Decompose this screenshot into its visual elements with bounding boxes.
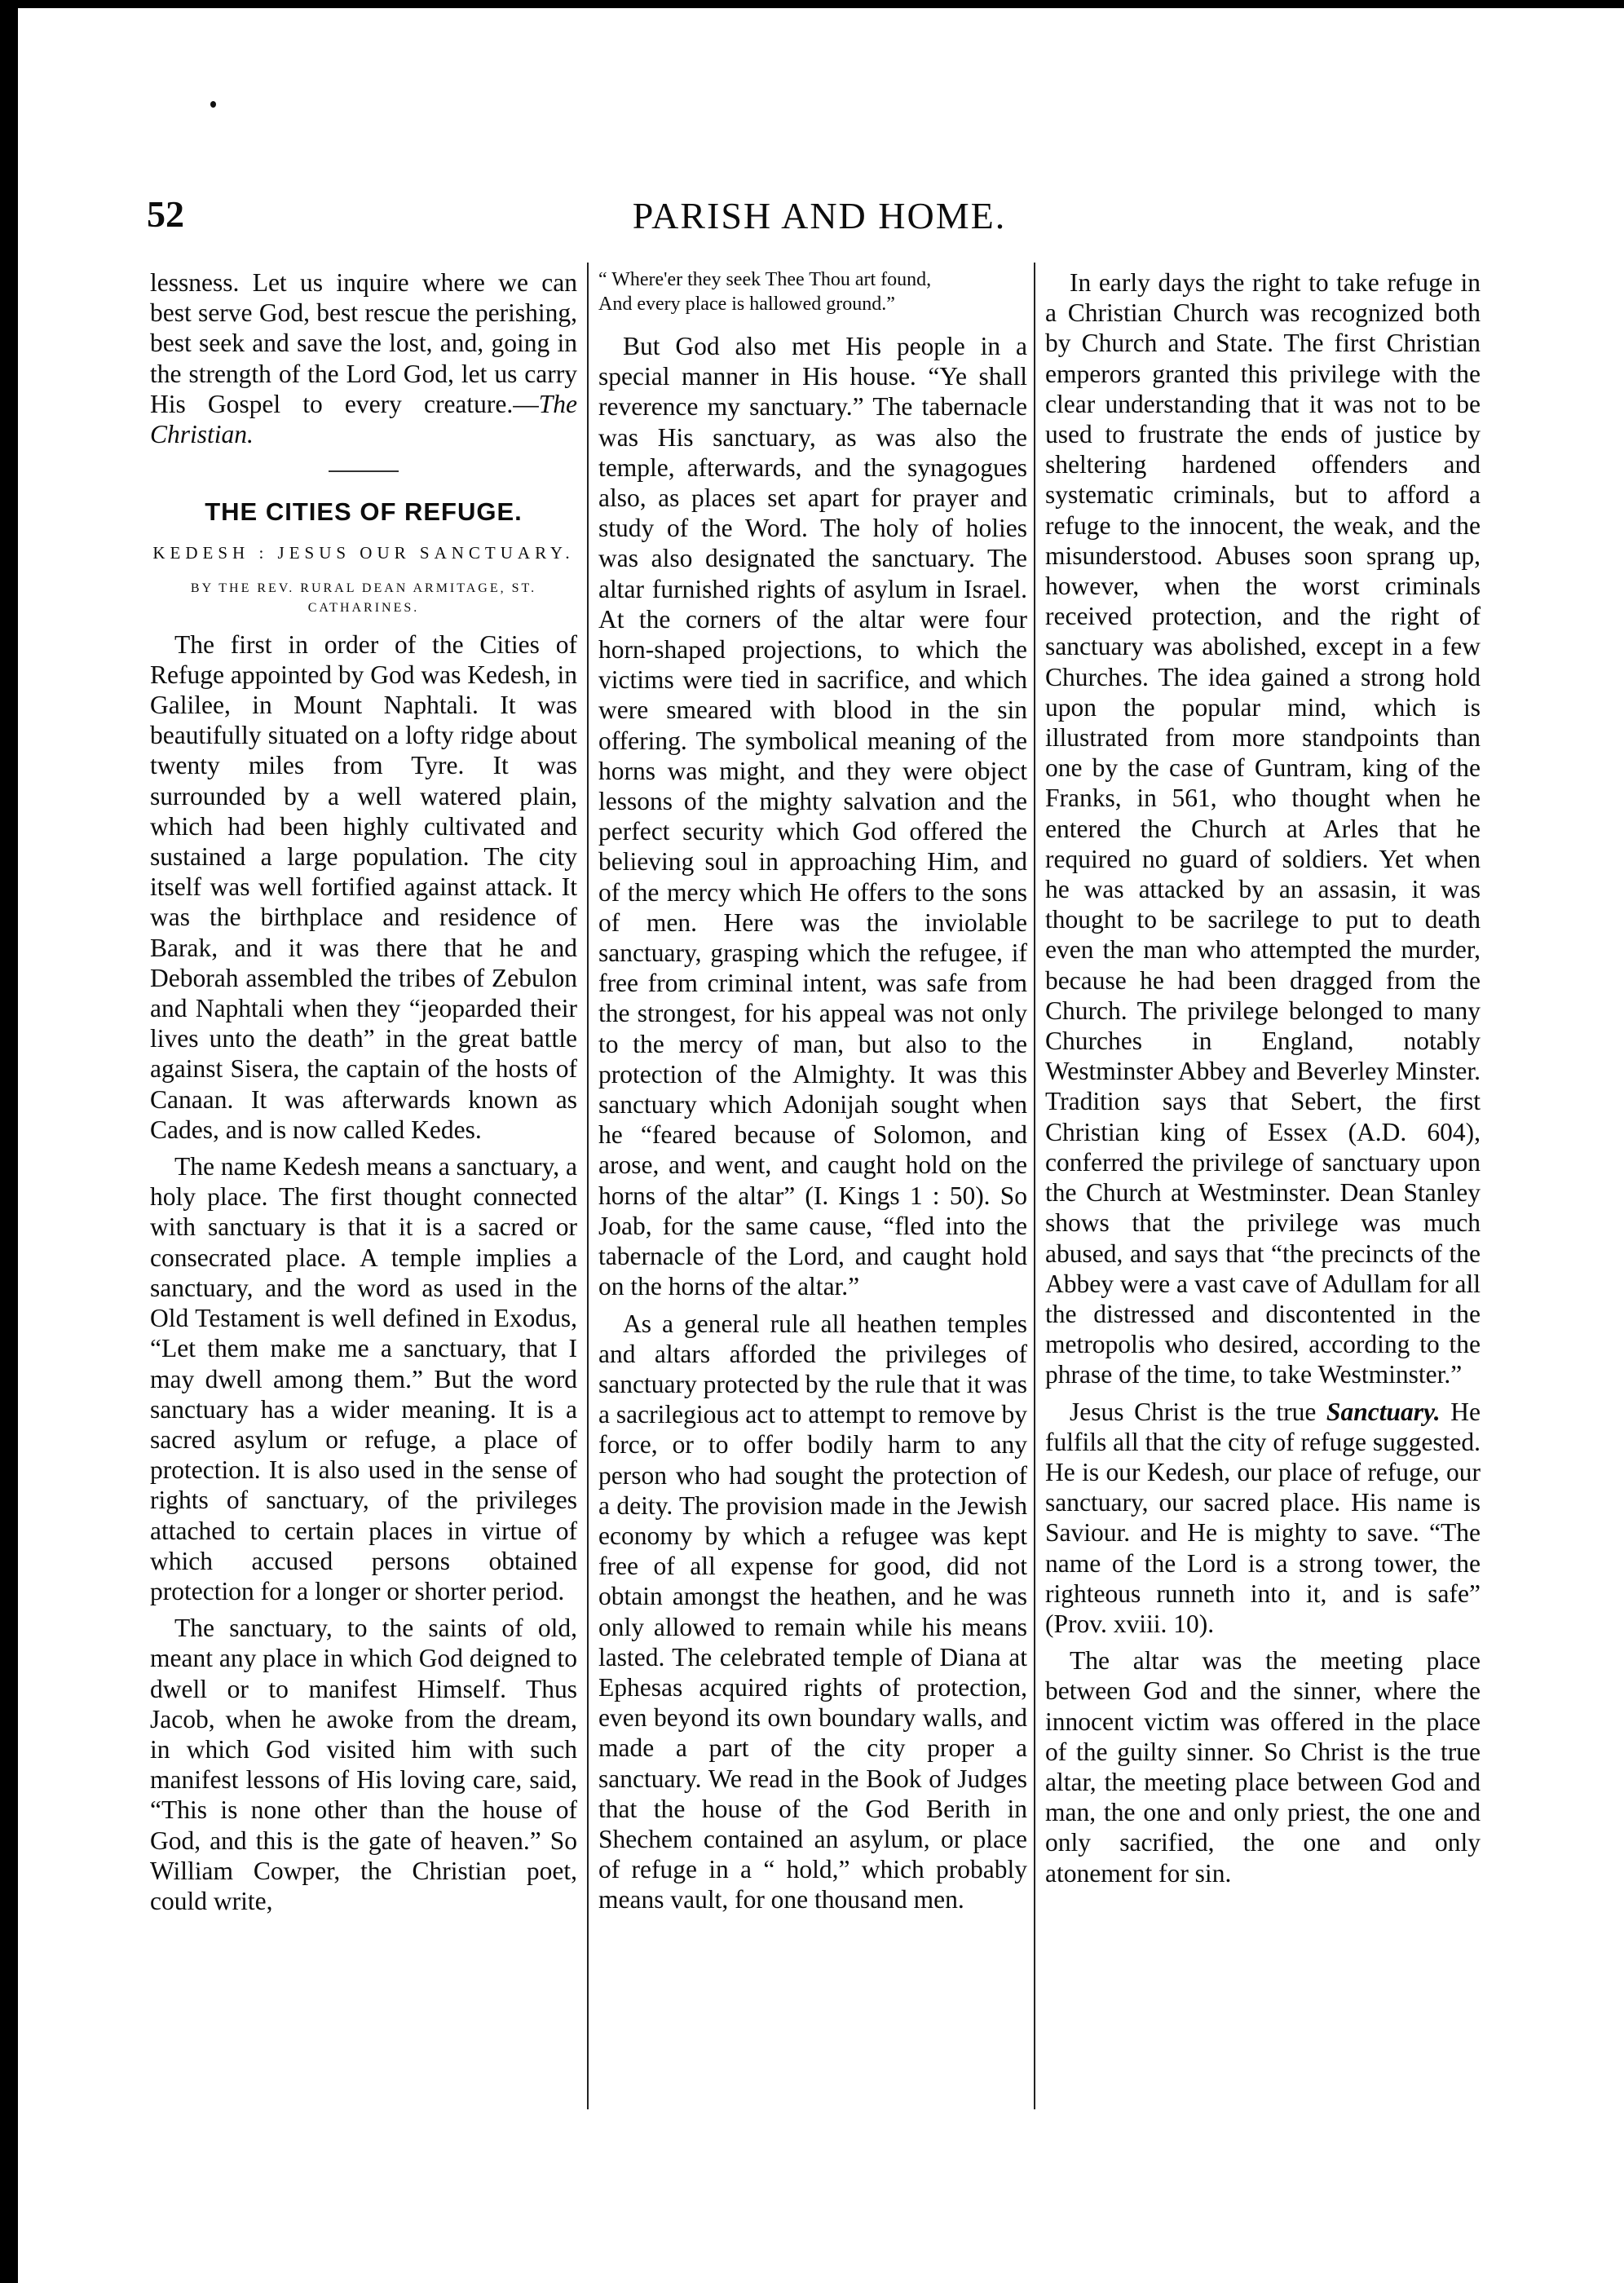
paragraph-sanctuary-old: The sanctuary, to the saints of old, meant any place in which God deigned to dwell or to manifest Himself. Thus Jacob, when he awoke from the dream, in which God visited him with such manifest lessons of His loving care, said, “This is none other than the house of God, and this is the gate of heaven.” So William Cowper, the Christian poet, could write, [150, 1614, 577, 1915]
column-middle [598, 267, 1027, 1915]
verse-line: “ Where'er they seek Thee Thou art found, [598, 269, 932, 290]
column-left [150, 267, 577, 1916]
paragraph-heathen-temples: As a general rule all heathen temples and altars afforded the privileges of sanctuary protected by the rule that it was a sacrilegious act to attempt to remove by force, or to offer bodily harm to any person who had sought the protection of a deity. The provision made in the Jewish economy by which a refugee was kept free of all expense for good, did not obtain amongst the heathen, and he was only allowed to remain while his means lasted. The celebrated temple of Diana at Ephesas acquired rights of protection, even beyond its own boundary walls, and made a part of the city proper a sanctuary. We read in the Book of Judges that the house of the God Berith in Shechem contained an asylum, or place of refuge in a “ hold,” which probably means vault, for one thousand men. [598, 1309, 1027, 1914]
source-attribution: The Christian. [150, 389, 577, 449]
section-separator [329, 470, 399, 472]
column-rule-2 [1034, 263, 1035, 2109]
page-header [147, 186, 1492, 243]
article-subtitle: KEDESH : JESUS OUR SANCTUARY. [152, 543, 575, 563]
paragraph-rest: He fulfils all that the city of refuge suggested. He is our Kedesh, our place of refuge, our sanctuary, our sacred place. His name is Saviour. and He is mighty to save. “The name of the Lord is a strong tower, the righteous runneth into it, and is safe” (Prov. xviii. 10). [1045, 1397, 1481, 1638]
paragraph-altar: The altar was the meeting place between God and the sinner, where the innocent victim was offered in the place of the guilty sinner. So Christ is the true altar, the meeting place between God and man, the one and only priest, the one and only sacrified, the one and only atonement for sin. [1045, 1646, 1481, 1888]
article-byline: BY THE REV. RURAL DEAN ARMITAGE, ST. CATHARINES. [190, 581, 537, 615]
scan-edge-left [0, 0, 18, 2283]
column-right [1045, 267, 1481, 1888]
paragraph-cities-order: The first in order of the Cities of Refuge appointed by God was Kedesh, in Galilee, in Mount Naphtali. It was beautifully situated on a lofty ridge about twenty miles from Tyre. It was surrounded by a well watered plain, which had been highly cultivated and sustained a large population. The city itself was well fortified against attack. It was the birthplace and residence of Barak, and it was there that he and Deborah assembled the tribes of Zebulon and Naphtali when they “jeoparded their lives unto the death” in the great battle against Sisera, the captain of the hosts of Canaan. It was afterwards known as Cades, and is now called Kedes. [150, 629, 578, 1144]
paragraph-gods-house: But God also met His people in a special manner in His house. “Ye shall reverence my sanctuary.” The tabernacle was His sanctuary, as was also the temple, afterwards, and the synagogues also, as places set apart for prayer and study of the Word. The holy of holies was also designated the sanctuary. The altar furnished rights of asylum in Israel. At the corners of the altar were four horn-shaped projections, to which the victims were tied in sacrifice, and which were smeared with blood in the sin offering. The symbolical meaning of the horns was might, and they were object lessons of the mighty salvation and the perfect security which God offered the believing soul in approaching Him, and of the mercy which He offers to the sons of men. Here was the inviolable sanctuary, grasping which the refugee, if free from criminal intent, was safe from the strongest, for his appeal was not only to the mercy of man, but also to the protection of the Almighty. It was this sanctuary which Adonijah sought when he “feared because of Solomon, and arose, and went, and caught hold on the horns of the altar” (I. Kings 1 : 50). So Joab, for the same cause, “fled into the tabernacle of the Lord, and caught hold on the horns of the altar.” [598, 332, 1027, 1301]
running-title: PARISH AND HOME. [632, 195, 1007, 236]
page-number: 52 [147, 193, 184, 235]
paragraph-christian-church: In early days the right to take refuge in a Christian Church was recognized both by Church and State. The first Christian emperors granted this privilege with the clear understanding that it was not to be used to frustrate the ends of justice by sheltering hardened offenders and systematic criminals, but to afford a refuge to the innocent, the weak, and the misunderstood. Abuses soon sprang up, however, when the worst criminals received protection, and the right of sanctuary was abolished, except in a few Churches. The idea gained a strong hold upon the popular mind, which is illustrated from more standpoints than one by the case of Guntram, king of the Franks, in 561, who thought when he entered the Church at Arles that he required no guard of soldiers. Yet when he was attacked by an assasin, it was thought to be sacrilege to put to death even the man who attempted the murder, because he had been dragged from the Church. The privilege belonged to many Churches in England, notably Westminster Abbey and Beverley Minster. Tradition says that Sebert, the first Christian king of Essex (A.D. 604), conferred the privilege of sanctuary upon the Church at Westminster. Dean Stanley shows that the privilege was much abused, and says that “the precincts of the Abbey were a vast cave of Adullam for all the distressed and discontented in the metropolis who desired, according to the phrase of the time, to take Westminster.” [1045, 268, 1481, 1389]
paragraph-name-kedesh: The name Kedesh means a sanctuary, a holy place. The first thought connected with sanctuary is that it is a sacred or consecrated place. A temple implies a sanctuary, and the word as used in the Old Testament is well defined in Exodus, “Let them make me a sanctuary, that I may dwell among them.” But the word sanctuary has a wider meaning. It is a sacred asylum or refuge, a place of protection. It is also used in the sense of rights of sanctuary, of the privileges attached to certain places in virtue of which accused persons obtained protection for a longer or shorter period. [150, 1152, 577, 1605]
verse-line: And every place is hallowed ground.” [598, 294, 895, 315]
paragraph-true-sanctuary [1045, 1397, 1481, 1640]
column-rule-1 [587, 263, 589, 2109]
paragraph-lead: Jesus Christ is the true [1070, 1397, 1326, 1426]
continued-paragraph [150, 267, 577, 449]
ink-speck [210, 101, 216, 108]
article-title: THE CITIES OF REFUGE. [205, 497, 523, 527]
emphasized-word: Sanctuary. [1326, 1397, 1441, 1426]
continued-paragraph-text: lessness. Let us inquire where we can best serve God, best rescue the perishing, best seek and save the lost, and, going in the strength of the Lord God, let us carry His Gospel to every creature.— [150, 268, 577, 418]
cowper-verse [598, 267, 1027, 316]
scan-edge-top [0, 0, 1624, 8]
